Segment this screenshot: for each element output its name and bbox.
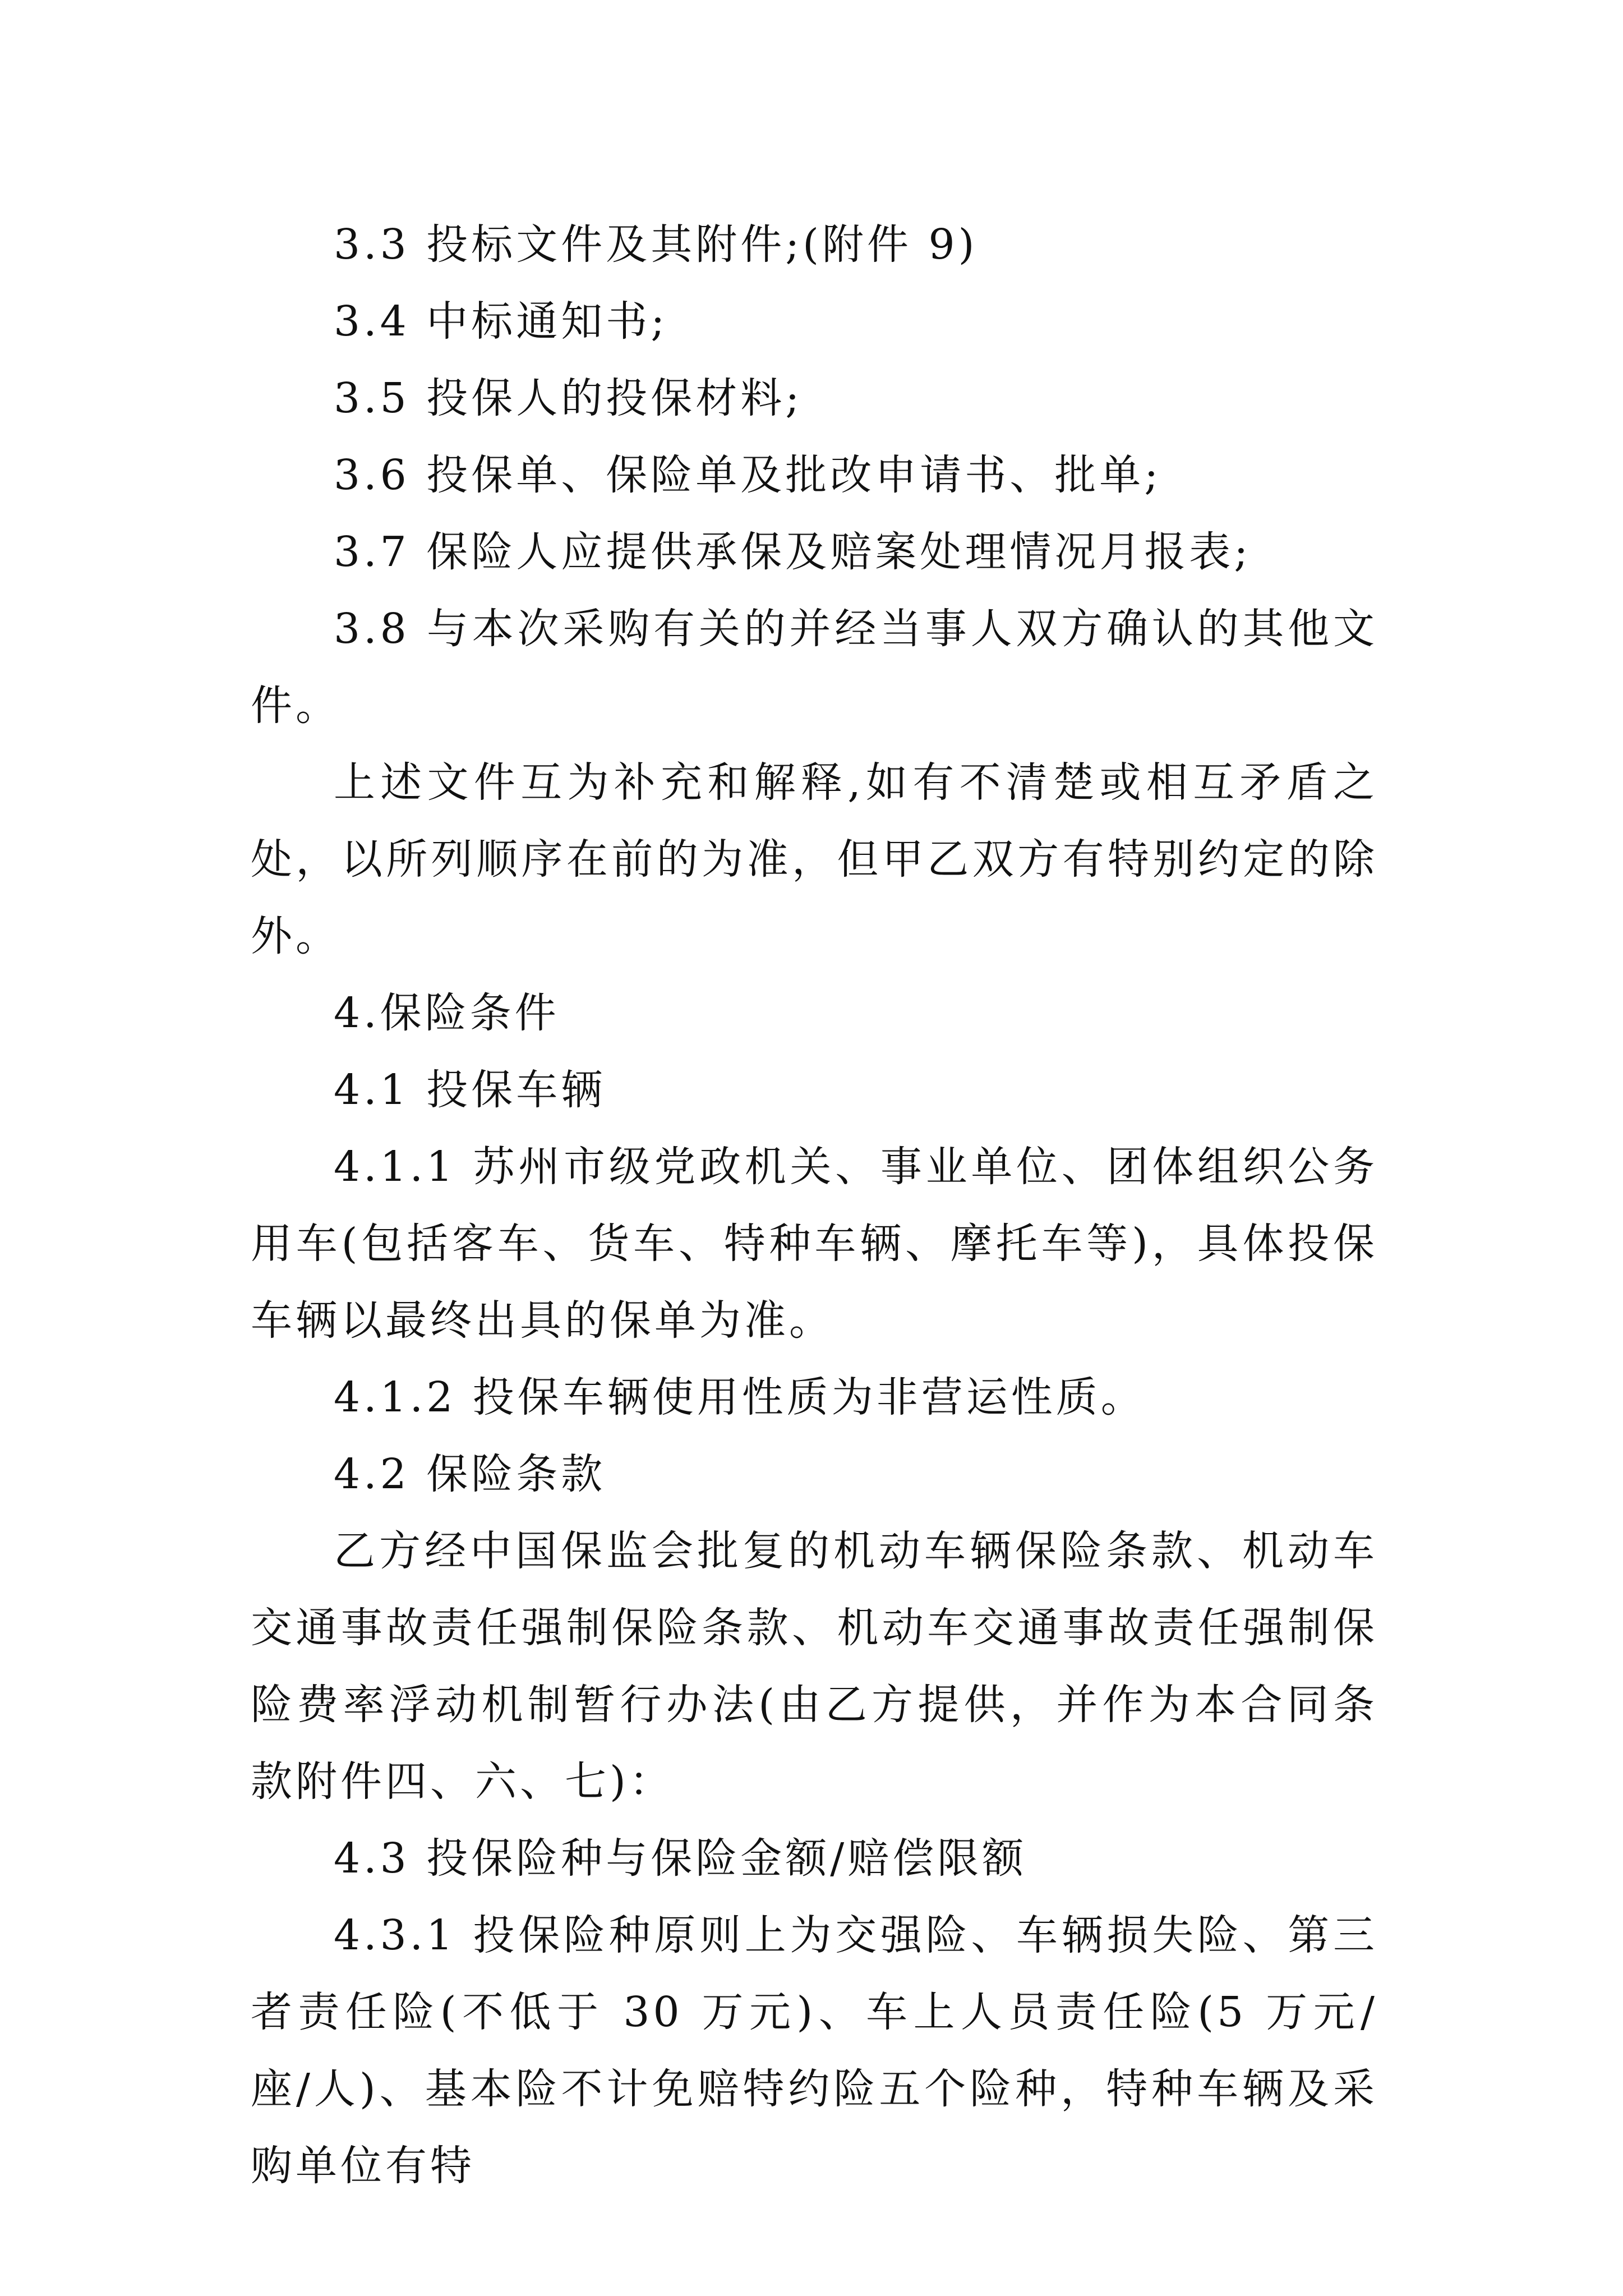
clause-4-1-2: 4.1.2 投保车辆使用性质为非营运性质。 (334, 1373, 1146, 1421)
clause-3-8: 3.8 与本次采购有关的并经当事人双方确认的其他文件。 (251, 605, 1378, 730)
clause-3-4: 3.4 中标通知书; (334, 297, 668, 346)
section-4-heading: 4.保险条件 (334, 989, 560, 1037)
clause-3-7: 3.7 保险人应提供承保及赔案处理情况月报表; (334, 528, 1252, 576)
clause-3-3: 3.3 投标文件及其附件;(附件 9) (334, 220, 978, 269)
clause-3-6: 3.6 投保单、保险单及批改申请书、批单; (334, 451, 1162, 499)
precedence-paragraph: 上述文件互为补充和解释,如有不清楚或相互矛盾之处，以所列顺序在前的为准，但甲乙双方有特别约定的除外。 (251, 758, 1378, 960)
section-4-1-heading: 4.1 投保车辆 (334, 1066, 606, 1114)
clause-3-5: 3.5 投保人的投保材料; (334, 374, 803, 422)
section-4-2-heading: 4.2 保险条款 (334, 1450, 606, 1498)
clause-4-2-body: 乙方经中国保监会批复的机动车辆保险条款、机动车交通事故责任强制保险条款、机动车交通事故责任强制保险费率浮动机制暂行办法(由乙方提供，并作为本合同条款附件四、六、七)： (251, 1527, 1378, 1806)
clause-4-1-1: 4.1.1 苏州市级党政机关、事业单位、团体组织公务用车(包括客车、货车、特种车辆、摩托车等)，具体投保车辆以最终出具的保单为准。 (251, 1143, 1378, 1345)
section-4-3-heading: 4.3 投保险种与保险金额/赔偿限额 (334, 1834, 1027, 1883)
clause-4-3-1: 4.3.1 投保险种原则上为交强险、车辆损失险、第三者责任险(不低于 30 万元)、车上人员责任险(5 万元/座/人)、基本险不计免赔特约险五个险种，特种车辆及采购单位有特 (251, 1911, 1378, 2190)
document-body (251, 206, 1378, 2205)
